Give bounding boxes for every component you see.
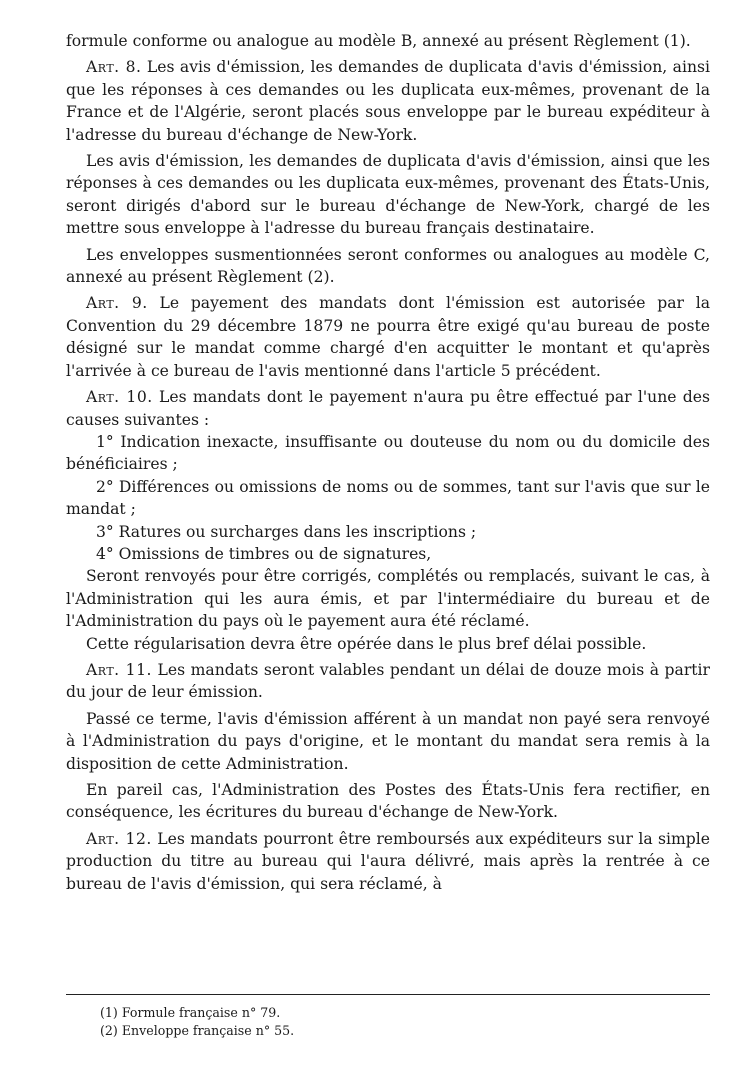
article-10-paragraph-2: Seront renvoyés pour être corrigés, complétés ou remplacés, suivant le cas, à l'Administration qui les aura émis, et par l'intermédiaire du bureau et de l'Administration du pays où le payement aura été réclamé. [66, 567, 710, 631]
article-11-paragraph-3: En pareil cas, l'Administration des Postes des États-Unis fera rectifier, en conséquence, les écritures du bureau d'échange de New-York. [66, 781, 710, 822]
article-12-paragraph-1 [66, 828, 710, 895]
footnotes [100, 1004, 294, 1040]
article-10-paragraph-1 [66, 386, 710, 431]
article-8-paragraph-1 [66, 56, 710, 146]
article-8-text-1: Les avis d'émission, les demandes de duplicata d'avis d'émission, ainsi que les réponses à ces demandes ou les duplicata eux-mêmes, provenant de la France et de l'Algérie, seront placés sous enveloppe par le bureau expéditeur à l'adresse du bureau d'échange de New-York. [66, 58, 710, 144]
article-10-item-4: 4° Omissions de timbres ou de signatures, [96, 544, 432, 563]
article-9-text-1: Le payement des mandats dont l'émission est autorisée par la Convention du 29 décembre 1879 ne pourra être exigé qu'au bureau de poste désigné sur le mandat comme chargé d'en acquitter le montant et qu'après l'arrivée à ce bureau de l'avis mentionné dans l'article 5 précédent. [66, 294, 710, 380]
article-10-paragraph-3: Cette régularisation devra être opérée dans le plus bref délai possible. [86, 634, 647, 653]
article-11-text-1: Les mandats seront valables pendant un délai de douze mois à partir du jour de leur émission. [66, 660, 711, 702]
article-10-item-3: 3° Ratures ou surcharges dans les inscriptions ; [96, 522, 477, 541]
page-body [66, 30, 710, 895]
article-10-text-1: Les mandats dont le payement n'aura pu être effectué par l'une des causes suivantes : [66, 388, 710, 429]
article-11-paragraph-2: Passé ce terme, l'avis d'émission afférent à un mandat non payé sera renvoyé à l'Administration du pays d'origine, et le montant du mandat sera remis à la disposition de cette Administration. [66, 709, 710, 773]
article-8-paragraph-2: Les avis d'émission, les demandes de duplicata d'avis d'émission, ainsi que les réponses à ces demandes ou les duplicata eux-mêmes, provenant des États-Unis, seront dirigés d'abord sur le bureau d'échange de New-York, chargé de les mettre sous enveloppe à l'adresse du bureau français destinataire. [66, 152, 710, 238]
article-10-item-2: 2° Différences ou omissions de noms ou de sommes, tant sur l'avis que sur le mandat ; [66, 477, 710, 519]
footnote-1: (1) Formule française n° 79. [100, 1005, 281, 1020]
article-11-label: Art. 11. [86, 660, 152, 679]
article-10-label: Art. 10. [86, 388, 153, 407]
footnote-divider [66, 994, 710, 995]
article-11-paragraph-1 [66, 659, 710, 704]
footnote-2: (2) Enveloppe française n° 55. [100, 1023, 295, 1038]
article-9-paragraph-1 [66, 292, 710, 382]
intro-paragraph: formule conforme ou analogue au modèle B, annexé au présent Règlement (1). [66, 32, 691, 50]
article-8-paragraph-3: Les enveloppes susmentionnées seront conformes ou analogues au modèle C, annexé au présent Règlement (2). [66, 245, 710, 287]
article-9-label: Art. 9. [86, 294, 148, 313]
article-12-label: Art. 12. [86, 829, 152, 848]
article-10-item-1: 1° Indication inexacte, insuffisante ou douteuse du nom ou du domicile des bénéficiaires ; [66, 432, 710, 474]
article-12-text-1: Les mandats pourront être remboursés aux expéditeurs sur la simple production du titre au bureau qui l'aura délivré, mais après la rentrée à ce bureau de l'avis d'émission, qui sera réclamé, à [66, 829, 710, 893]
article-8-label: Art. 8. [86, 58, 142, 77]
